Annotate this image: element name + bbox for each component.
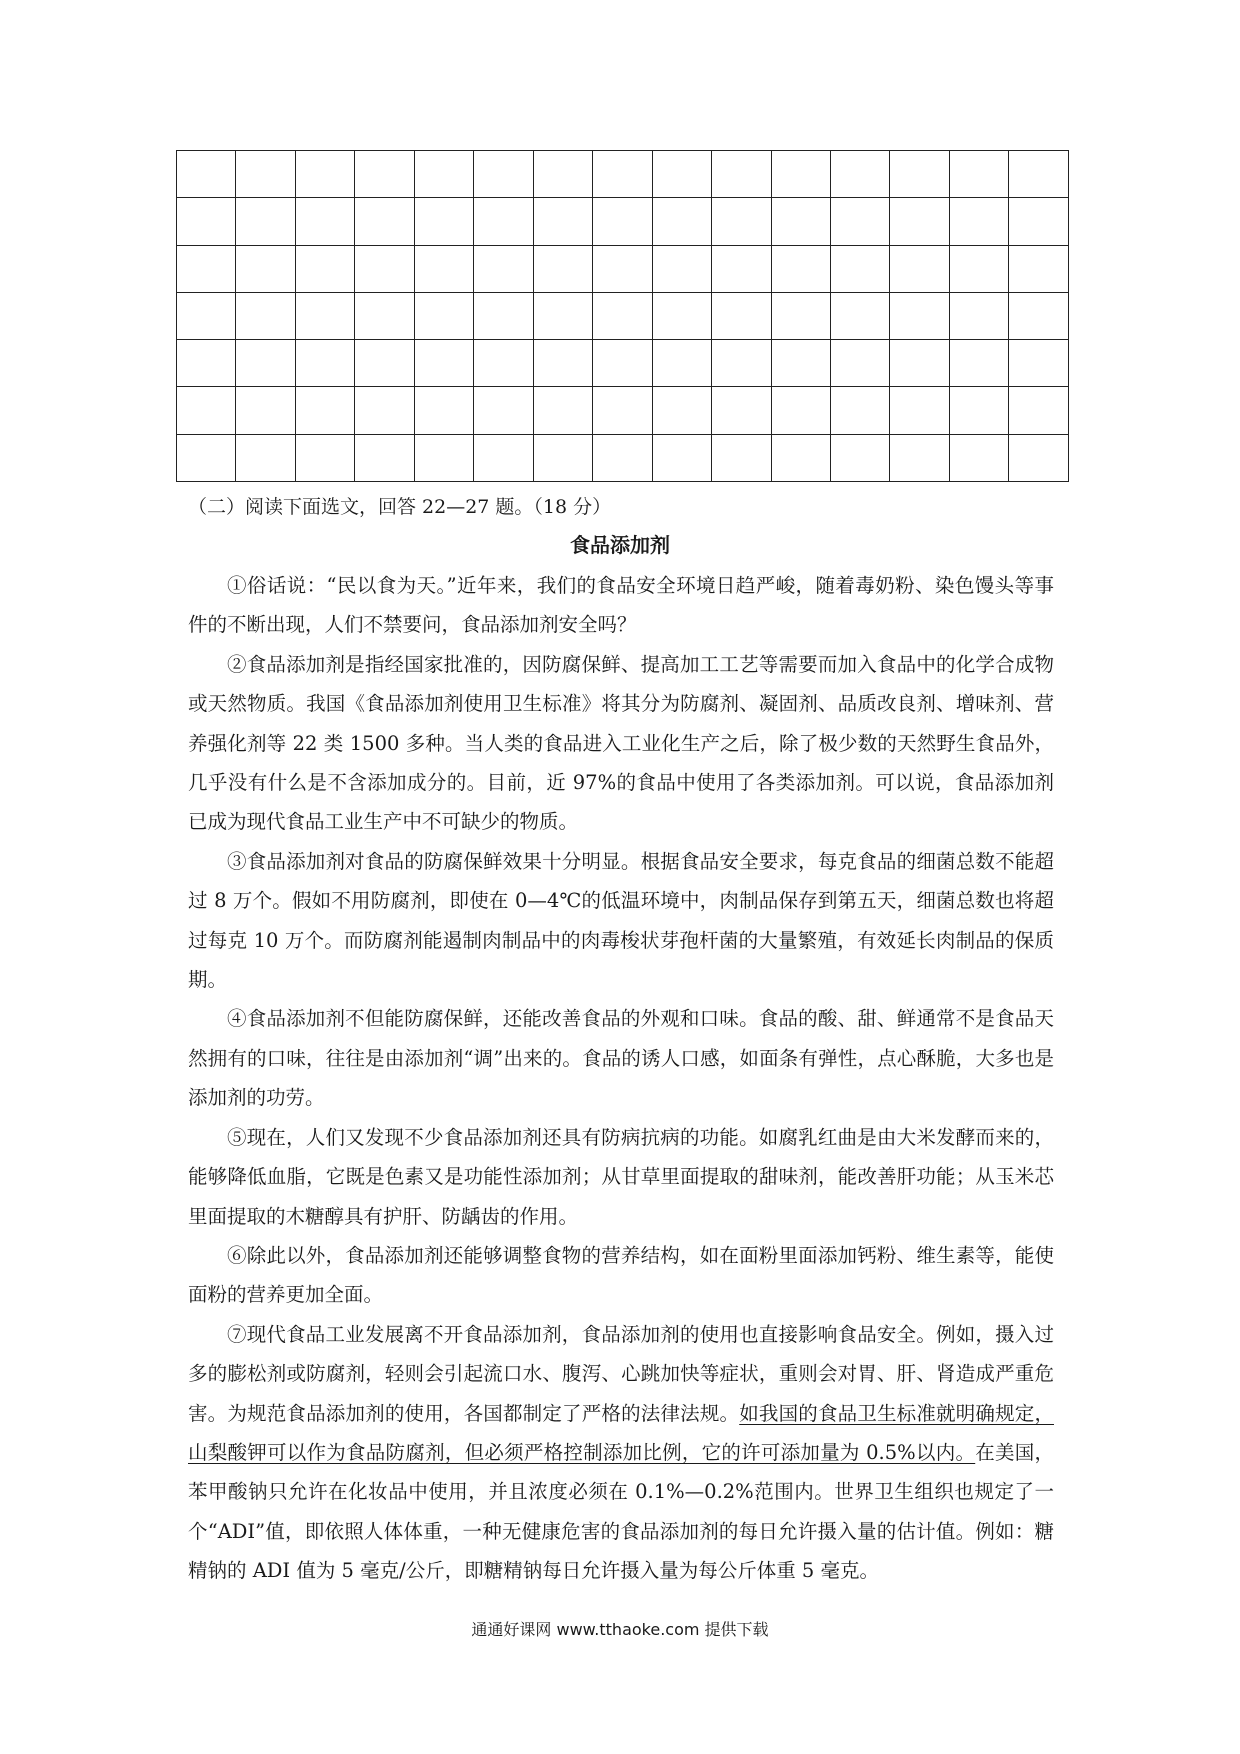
grid-cell [295, 340, 354, 387]
grid-cell [830, 387, 889, 434]
grid-cell [712, 245, 771, 292]
grid-row [177, 340, 1069, 387]
grid-cell [890, 292, 949, 339]
grid-cell [236, 340, 295, 387]
paragraph-7 [188, 1315, 1054, 1591]
paragraph-7-lead: ⑦现代食品工业发展离不开食品添加剂，食品添加剂的使用也直接影响食品安全。例如，摄入过多的膨松剂或防腐剂，轻则会引起流口水、腹泻、心跳加快等症状，重则会对胃、肝、肾造成严重危害。为规范食品添加剂的使用，各国都制定了严格的法律法规。 [188, 1322, 1054, 1425]
grid-cell [295, 387, 354, 434]
grid-cell [414, 198, 473, 245]
grid-cell [355, 387, 414, 434]
grid-row [177, 151, 1069, 198]
grid-cell [652, 198, 711, 245]
grid-cell [533, 434, 592, 481]
grid-row [177, 198, 1069, 245]
grid-cell [949, 434, 1008, 481]
grid-row [177, 245, 1069, 292]
article-body [188, 566, 1054, 1591]
grid-cell [593, 340, 652, 387]
grid-cell [355, 151, 414, 198]
grid-cell [712, 151, 771, 198]
grid-cell [1009, 245, 1069, 292]
grid-cell [474, 151, 533, 198]
grid-cell [771, 292, 830, 339]
grid-cell [474, 434, 533, 481]
grid-cell [533, 151, 592, 198]
grid-cell [949, 340, 1008, 387]
grid-cell [236, 292, 295, 339]
grid-cell [830, 245, 889, 292]
grid-cell [593, 434, 652, 481]
grid-row [177, 292, 1069, 339]
grid-row [177, 434, 1069, 481]
grid-cell [890, 340, 949, 387]
grid-cell [890, 151, 949, 198]
grid-cell [474, 340, 533, 387]
grid-cell [771, 340, 830, 387]
grid-cell [771, 151, 830, 198]
grid-cell [295, 292, 354, 339]
grid-cell [474, 245, 533, 292]
grid-cell [177, 292, 236, 339]
grid-cell [652, 434, 711, 481]
grid-cell [949, 292, 1008, 339]
grid-cell [1009, 340, 1069, 387]
grid-cell [355, 245, 414, 292]
grid-cell [1009, 387, 1069, 434]
grid-cell [712, 198, 771, 245]
grid-cell [177, 151, 236, 198]
grid-cell [177, 245, 236, 292]
grid-cell [414, 434, 473, 481]
grid-cell [949, 151, 1008, 198]
grid-cell [1009, 198, 1069, 245]
grid-cell [771, 434, 830, 481]
grid-cell [414, 292, 473, 339]
grid-cell [295, 151, 354, 198]
grid-cell [533, 245, 592, 292]
grid-cell [177, 198, 236, 245]
grid-cell [414, 151, 473, 198]
grid-cell [236, 434, 295, 481]
paragraph-4: ④食品添加剂不但能防腐保鲜，还能改善食品的外观和口味。食品的酸、甜、鲜通常不是食品天然拥有的口味，往往是由添加剂“调”出来的。食品的诱人口感，如面条有弹性，点心酥脆，大多也是添加剂的功劳。 [188, 1007, 1054, 1110]
grid-cell [712, 340, 771, 387]
grid-cell [830, 434, 889, 481]
grid-cell [414, 387, 473, 434]
grid-cell [355, 198, 414, 245]
grid-cell [830, 292, 889, 339]
grid-cell [295, 434, 354, 481]
grid-cell [533, 198, 592, 245]
grid-cell [295, 245, 354, 292]
footer-source: 通通好课网 www.tthaoke.com 提供下载 [471, 1620, 769, 1639]
grid-cell [533, 340, 592, 387]
grid-cell [830, 151, 889, 198]
grid-cell [949, 198, 1008, 245]
grid-cell [593, 198, 652, 245]
grid-cell [474, 198, 533, 245]
grid-cell [474, 387, 533, 434]
grid-cell [1009, 151, 1069, 198]
paragraph-7-tail: 在美国，苯甲酸钠只允许在化妆品中使用，并且浓度必须在 0.1%—0.2%范围内。世界卫生组织也规定了一个“ADI”值，即依照人体体重，一种无健康危害的食品添加剂的每日允许摄入量的估计值。例如：糖精钠的 ADI 值为 5 毫克/公斤，即糖精钠每日允许摄入量为每公斤体重 5 毫克。 [188, 1440, 1054, 1583]
grid-cell [593, 245, 652, 292]
grid-cell [890, 434, 949, 481]
grid-cell [355, 434, 414, 481]
writing-grid [176, 150, 1069, 482]
grid-cell [593, 292, 652, 339]
section-heading: （二）阅读下面选文，回答 22—27 题。（18 分） [188, 496, 612, 518]
underlined-sentence: 如我国的食品卫生标准就明确规定，山梨酸钾可以作为食品防腐剂，但必须严格控制添加比例，它的许可添加量为 0.5%以内。 [188, 1401, 1054, 1464]
grid-cell [652, 292, 711, 339]
grid-cell [830, 340, 889, 387]
grid-cell [1009, 434, 1069, 481]
paragraph-6: ⑥除此以外，食品添加剂还能够调整食物的营养结构，如在面粉里面添加钙粉、维生素等，能使面粉的营养更加全面。 [188, 1243, 1054, 1307]
grid-row [177, 387, 1069, 434]
grid-cell [593, 151, 652, 198]
grid-cell [414, 245, 473, 292]
grid-cell [414, 340, 473, 387]
paragraph-2: ②食品添加剂是指经国家批准的，因防腐保鲜、提高加工工艺等需要而加入食品中的化学合成物或天然物质。我国《食品添加剂使用卫生标准》将其分为防腐剂、凝固剂、品质改良剂、增味剂、营养强化剂等 22 类 1500 多种。当人类的食品进入工业化生产之后，除了极少数的天然野生食品外，几乎没有什么是不含添加成分的。目前，近 97%的食品中使用了各类添加剂。可以说，食品添加剂已成为现代食品工业生产中不可缺少的物质。 [188, 652, 1054, 834]
grid-cell [890, 198, 949, 245]
grid-cell [355, 292, 414, 339]
grid-cell [771, 198, 830, 245]
grid-cell [177, 340, 236, 387]
grid-cell [652, 245, 711, 292]
grid-cell [712, 434, 771, 481]
grid-cell [771, 387, 830, 434]
grid-cell [295, 198, 354, 245]
grid-cell [177, 387, 236, 434]
grid-cell [236, 151, 295, 198]
grid-cell [712, 387, 771, 434]
grid-cell [177, 434, 236, 481]
grid-cell [652, 387, 711, 434]
grid-cell [771, 245, 830, 292]
grid-cell [236, 198, 295, 245]
grid-cell [949, 245, 1008, 292]
grid-cell [949, 387, 1008, 434]
grid-cell [533, 292, 592, 339]
grid-cell [474, 292, 533, 339]
paragraph-1: ①俗话说：“民以食为天。”近年来，我们的食品安全环境日趋严峻，随着毒奶粉、染色馒头等事件的不断出现，人们不禁要问，食品添加剂安全吗？ [188, 574, 1054, 637]
grid-cell [593, 387, 652, 434]
grid-cell [830, 198, 889, 245]
paragraph-5: ⑤现在，人们又发现不少食品添加剂还具有防病抗病的功能。如腐乳红曲是由大米发酵而来的，能够降低血脂，它既是色素又是功能性添加剂；从甘草里面提取的甜味剂，能改善肝功能；从玉米芯里面提取的木糖醇具有护肝、防龋齿的作用。 [188, 1125, 1054, 1228]
article-title: 食品添加剂 [570, 533, 670, 557]
grid-cell [652, 340, 711, 387]
grid-cell [236, 245, 295, 292]
grid-cell [533, 387, 592, 434]
grid-cell [355, 340, 414, 387]
grid-cell [236, 387, 295, 434]
grid-cell [890, 245, 949, 292]
grid-cell [712, 292, 771, 339]
grid-cell [1009, 292, 1069, 339]
paragraph-3: ③食品添加剂对食品的防腐保鲜效果十分明显。根据食品安全要求，每克食品的细菌总数不能超过 8 万个。假如不用防腐剂，即使在 0—4℃的低温环境中，肉制品保存到第五天，细菌总数也将超过每克 10 万个。而防腐剂能遏制肉制品中的肉毒梭状芽孢杆菌的大量繁殖，有效延长肉制品的保质期。 [188, 849, 1054, 992]
grid-cell [890, 387, 949, 434]
grid-cell [652, 151, 711, 198]
